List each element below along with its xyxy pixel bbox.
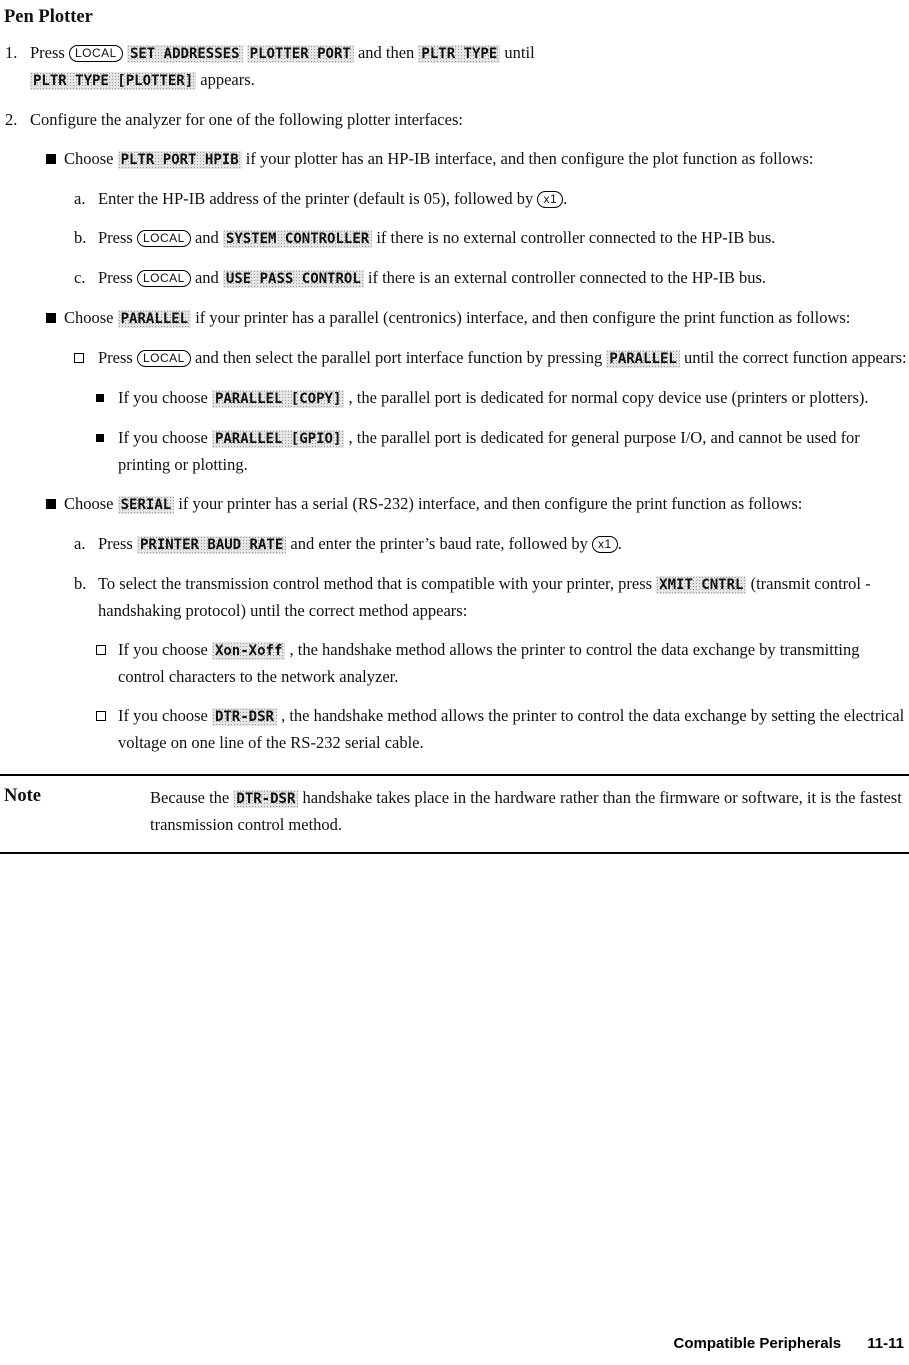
list-item-text: Choose PLTR PORT HPIB if your plotter has an HP-IB interface, and then configure the plot function as follows:	[64, 149, 814, 168]
softkey-label: SERIAL	[118, 496, 175, 514]
list-item	[0, 531, 909, 558]
list-marker: 2.	[5, 110, 18, 129]
softkey-label: PLTR TYPE [PLOTTER]	[30, 72, 196, 90]
keycap-local: LOCAL	[69, 45, 123, 62]
list-item	[0, 385, 909, 412]
list-item	[0, 146, 909, 173]
hollow-square-bullet-icon	[74, 353, 84, 363]
softkey-label: SET ADDRESSES	[127, 45, 243, 63]
hollow-square-bullet-icon	[96, 645, 106, 655]
keycap-local: LOCAL	[137, 230, 191, 247]
list-item-text: Choose SERIAL if your printer has a serial (RS-232) interface, and then configure the print function as follows:	[64, 494, 803, 513]
softkey-label: SYSTEM CONTROLLER	[223, 230, 372, 248]
note-section	[0, 774, 909, 854]
footer-section-label: Compatible Peripherals	[673, 1335, 842, 1352]
softkey-label: DTR-DSR	[212, 708, 277, 726]
softkey-label: PARALLEL	[606, 350, 679, 368]
page-title: Pen Plotter	[4, 7, 93, 27]
softkey-label: PLTR TYPE	[418, 45, 500, 63]
list-item	[0, 186, 909, 212]
list-item	[0, 225, 909, 252]
list-item-text: Press LOCAL and then select the parallel port interface function by pressing PARALLEL until the correct function appears:	[98, 348, 907, 367]
list-item	[0, 107, 909, 133]
list-item-text: If you choose PARALLEL [GPIO] , the parallel port is dedicated for general purpose I/O, and cannot be used for printing or plotting.	[118, 428, 860, 474]
list-item-text: Enter the HP-IB address of the printer (default is 05), followed by x1 .	[98, 189, 568, 208]
list-item-text: To select the transmission control method that is compatible with your printer, press XMIT CNTRL (transmit control - handshaking protocol) until the correct method appears:	[98, 574, 871, 620]
note-text: Because the DTR-DSR handshake takes place in the hardware rather than the firmware or software, it is the fastest transmission control method.	[150, 788, 902, 834]
softkey-label: PARALLEL [COPY]	[212, 390, 344, 408]
content	[0, 40, 909, 756]
list-item	[0, 305, 909, 332]
list-marker: b.	[74, 228, 87, 247]
filled-square-bullet-icon	[46, 499, 56, 509]
softkey-label: PLOTTER PORT	[247, 45, 354, 63]
list-item	[0, 571, 909, 624]
softkey-label: PARALLEL	[118, 310, 191, 328]
softkey-label: PLTR PORT HPIB	[118, 151, 242, 169]
list-marker: a.	[74, 189, 86, 208]
note-bottom-rule	[0, 852, 909, 854]
list-marker: b.	[74, 574, 87, 593]
small-filled-square-bullet-icon	[96, 434, 104, 442]
list-item-text: If you choose DTR-DSR , the handshake method allows the printer to control the data exchange by setting the electrical voltage on one line of the RS-232 serial cable.	[118, 706, 905, 752]
list-item-text: Press PRINTER BAUD RATE and enter the printer’s baud rate, followed by x1 .	[98, 534, 622, 553]
small-filled-square-bullet-icon	[96, 394, 104, 402]
list-item	[0, 40, 909, 94]
softkey-label: PRINTER BAUD RATE	[137, 536, 286, 554]
keycap-local: LOCAL	[137, 350, 191, 367]
list-item	[0, 345, 909, 372]
list-item-text: Configure the analyzer for one of the following plotter interfaces:	[30, 110, 463, 129]
list-item-text: Press LOCAL and USE PASS CONTROL if there is an external controller connected to the HP-IB bus.	[98, 268, 767, 287]
softkey-label: DTR-DSR	[233, 790, 298, 808]
list-item-text: Press LOCAL and SYSTEM CONTROLLER if there is no external controller connected to the HP-IB bus.	[98, 228, 776, 247]
filled-square-bullet-icon	[46, 313, 56, 323]
keycap-local: LOCAL	[137, 270, 191, 287]
list-marker: 1.	[5, 43, 18, 62]
keycap-x1: x1	[592, 536, 618, 553]
list-marker: a.	[74, 534, 86, 553]
hollow-square-bullet-icon	[96, 711, 106, 721]
list-item	[0, 425, 909, 478]
list-item	[0, 637, 909, 690]
page-footer	[674, 1331, 904, 1357]
list-item-text: If you choose PARALLEL [COPY] , the parallel port is dedicated for normal copy device use (printers or plotters).	[118, 388, 869, 407]
list-item-text: Choose PARALLEL if your printer has a parallel (centronics) interface, and then configure the print function as follows:	[64, 308, 851, 327]
list-marker: c.	[74, 268, 86, 287]
note-label: Note	[4, 786, 41, 806]
footer-page-number: 11-11	[867, 1335, 904, 1352]
softkey-label: PARALLEL [GPIO]	[212, 430, 344, 448]
list-item	[0, 265, 909, 292]
list-item-text: If you choose Xon-Xoff , the handshake method allows the printer to control the data exchange by transmitting control characters to the network analyzer.	[118, 640, 860, 686]
softkey-label: USE PASS CONTROL	[223, 270, 364, 288]
softkey-label: Xon-Xoff	[212, 642, 285, 660]
list-item	[0, 703, 909, 756]
list-item-text: Press LOCAL SET ADDRESSES PLOTTER PORT and then PLTR TYPE until PLTR TYPE [PLOTTER] appears.	[30, 43, 535, 89]
list-item	[0, 491, 909, 518]
filled-square-bullet-icon	[46, 154, 56, 164]
keycap-x1: x1	[537, 191, 563, 208]
note-body	[0, 776, 909, 852]
softkey-label: XMIT CNTRL	[656, 576, 746, 594]
